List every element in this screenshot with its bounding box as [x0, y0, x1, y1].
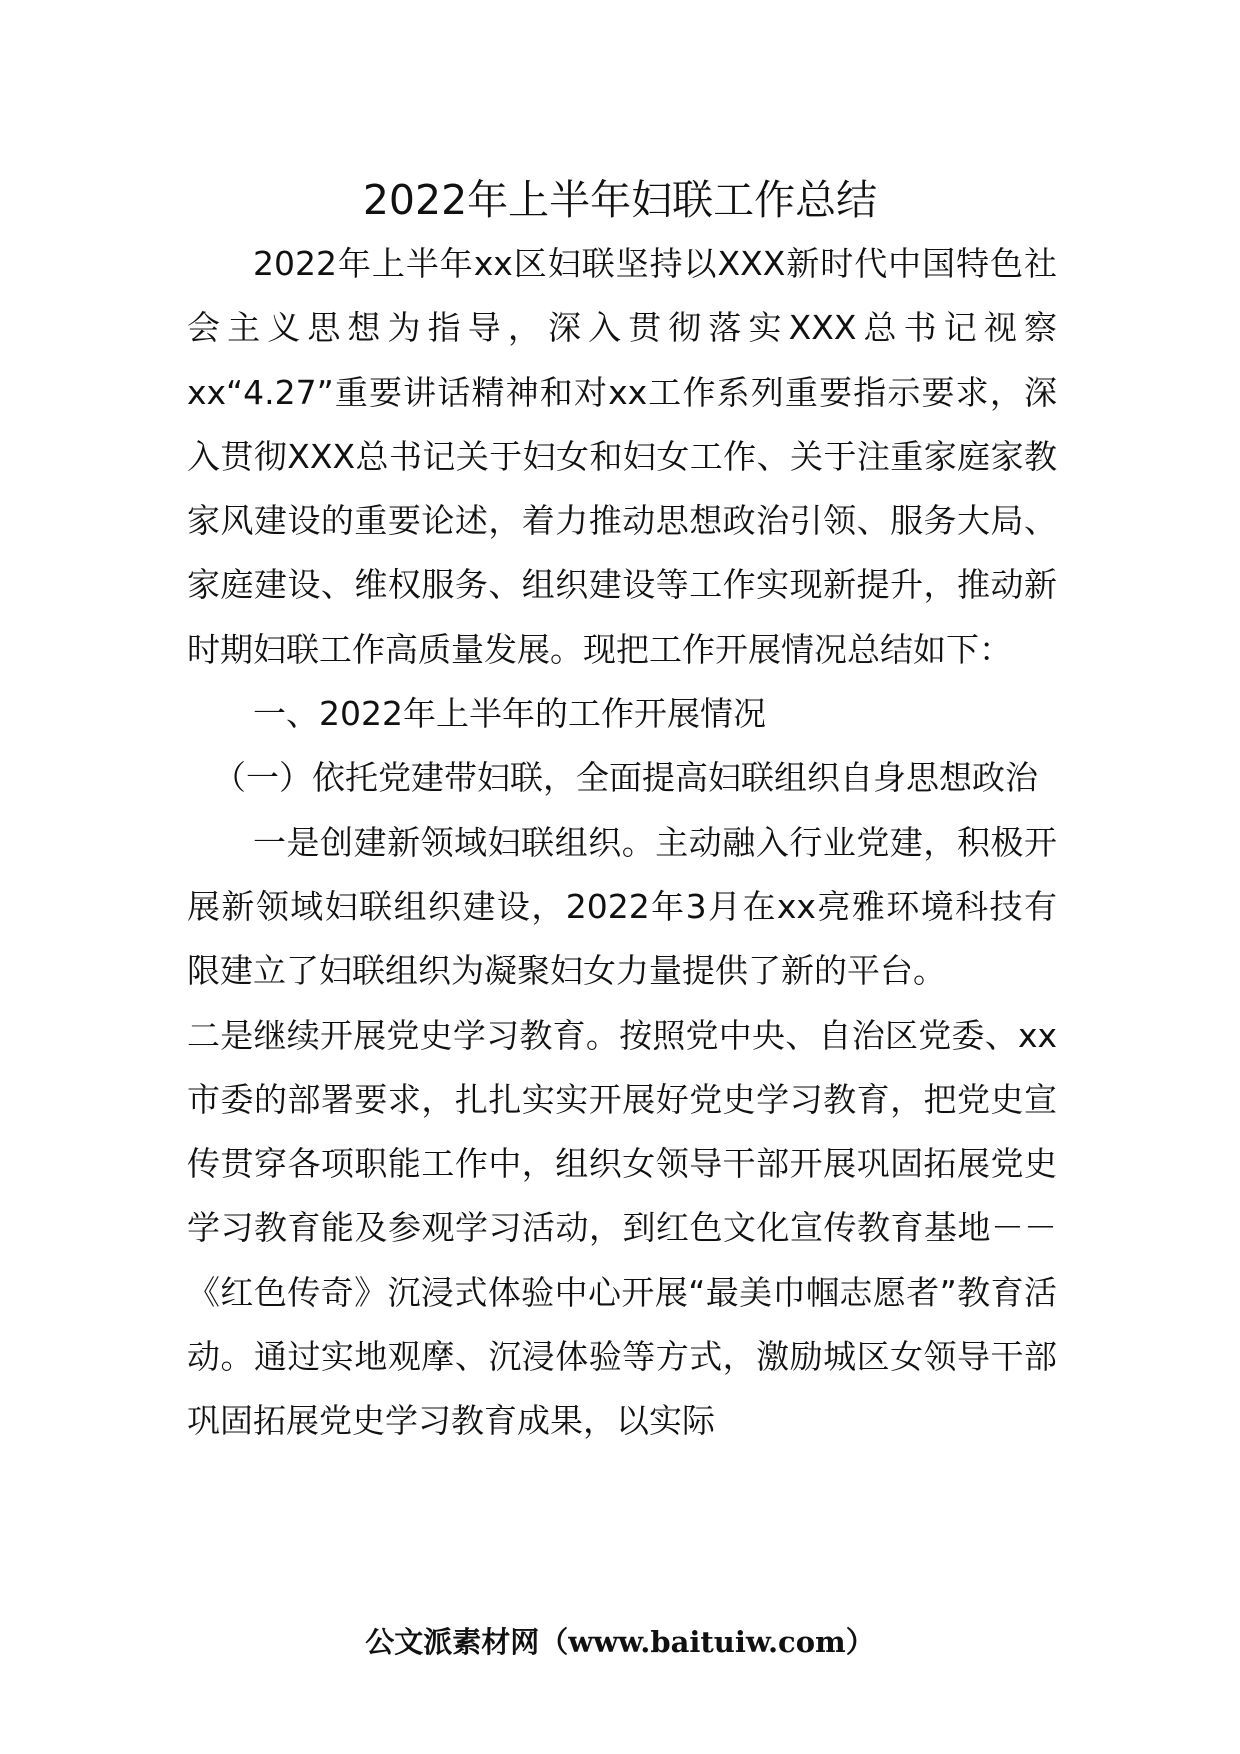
- body-paragraph-1: 一是创建新领域妇联组织。主动融入行业党建，积极开展新领域妇联组织建设，2022年3月在xx亮雅环境科技有限建立了妇联组织为凝聚妇女力量提供了新的平台。: [187, 822, 1057, 991]
- intro-paragraph: 2022年上半年xx区妇联坚持以XXX新时代中国特色社会主义思想为指导，深入贯彻落实XXX总书记视察xx“4.27”重要讲话精神和对xx工作系列重要指示要求，深入贯彻XXX总书记关于妇女和妇女工作、关于注重家庭家教家风建设的重要论述，着力推动思想政治引领、服务大局、家庭建设、维权服务、组织建设等工作实现新提升，推动新时期妇联工作高质量发展。现把工作开展情况总结如下：: [187, 244, 1057, 669]
- section-heading-1: 一、2022年上半年的工作开展情况: [253, 694, 766, 734]
- document-title: 2022年上半年妇联工作总结: [362, 176, 878, 224]
- body-paragraph-2: 二是继续开展党史学习教育。按照党中央、自治区党委、xx市委的部署要求，扎扎实实开展好党史学习教育，把党史宣传贯穿各项职能工作中，组织女领导干部开展巩固拓展党史学习教育能及参观学习活动，到红色文化宣传教育基地－－《红色传奇》沉浸式体验中心开展“最美巾帼志愿者”教育活动。通过实地观摩、沉浸体验等方式，激励城区女领导干部巩固拓展党史学习教育成果，以实际: [187, 1015, 1057, 1441]
- footer-watermark: 公文派素材网（www.baituiw.com）: [365, 1625, 875, 1659]
- subsection-heading-1: （一）依托党建带妇联，全面提高妇联组织自身思想政治: [213, 758, 1038, 798]
- document-body: [187, 232, 1057, 1454]
